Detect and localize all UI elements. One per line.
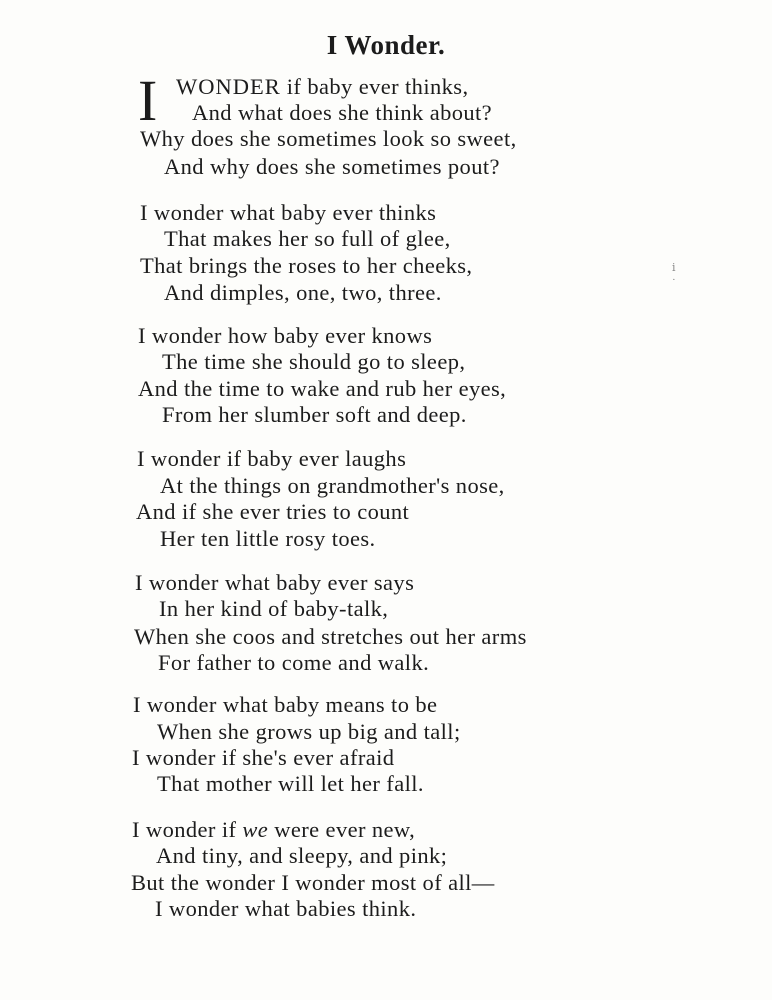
poem-line: That mother will let her fall. [157, 771, 424, 796]
poem-line: In her kind of baby-talk, [159, 596, 389, 621]
poem-line [132, 817, 415, 843]
emphasized-word: we [242, 817, 269, 842]
poem-line: The time she should go to sleep, [162, 349, 466, 374]
poem-line: I wonder what baby ever thinks [140, 200, 437, 225]
line-segment: were ever new, [268, 817, 416, 842]
poem-line: I wonder how baby ever knows [138, 323, 433, 348]
poem-line: And the time to wake and rub her eyes, [138, 376, 507, 401]
poem-line: But the wonder I wonder most of all— [131, 870, 495, 895]
poem-line: From her slumber soft and deep. [162, 402, 467, 427]
poem-line: That brings the roses to her cheeks, [140, 253, 473, 278]
poem-line: I wonder what baby means to be [133, 692, 438, 717]
drop-cap-word: WONDER [176, 74, 281, 99]
poem-title: I Wonder. [326, 30, 446, 60]
poem-line: Why does she sometimes look so sweet, [140, 126, 517, 151]
poem-line: I wonder if baby ever laughs [137, 446, 407, 471]
line-segment: I wonder if [132, 817, 243, 842]
poem-line: For father to come and walk. [158, 650, 430, 675]
poem-line [176, 74, 468, 100]
poem-line: At the things on grandmother's nose, [160, 473, 505, 498]
poem-line: When she grows up big and tall; [157, 719, 461, 744]
drop-cap: I [138, 68, 158, 133]
poem-line: And dimples, one, two, three. [164, 280, 442, 305]
poem-line: Her ten little rosy toes. [160, 526, 376, 551]
poem-line: I wonder what baby ever says [135, 570, 415, 595]
poem-line: And tiny, and sleepy, and pink; [156, 843, 448, 868]
poem-line: I wonder what babies think. [155, 896, 417, 921]
poem-line: And why does she sometimes pout? [164, 154, 500, 179]
poem-line: And what does she think about? [192, 100, 493, 125]
paper-speck-marks: ⅰ · [672, 262, 676, 286]
first-line-rest: if baby ever thinks, [280, 74, 469, 99]
poem-line: I wonder if she's ever afraid [132, 745, 395, 770]
poem-line: And if she ever tries to count [136, 499, 410, 524]
poem-line: When she coos and stretches out her arms [134, 624, 527, 649]
poem-line: That makes her so full of glee, [164, 226, 451, 251]
